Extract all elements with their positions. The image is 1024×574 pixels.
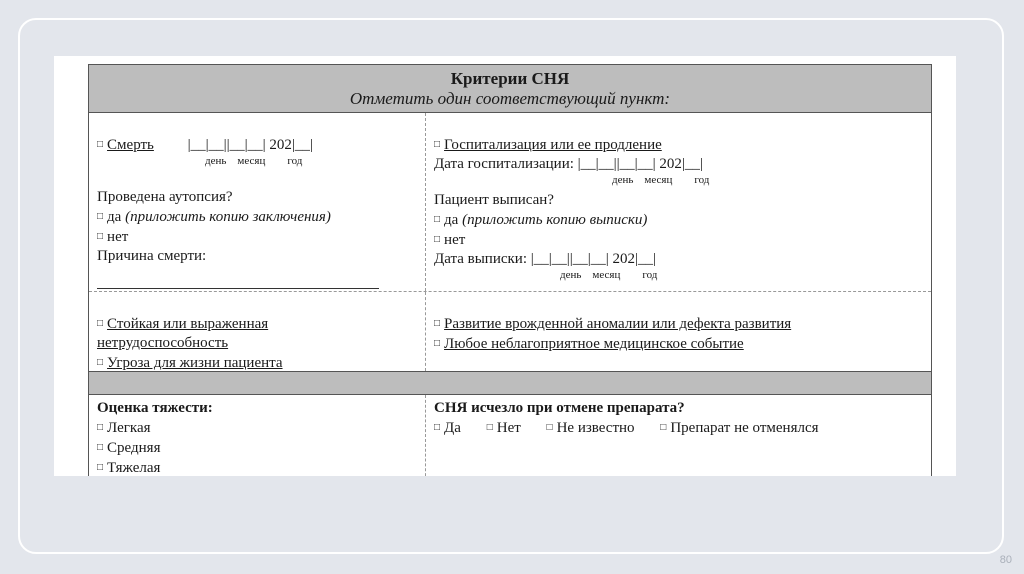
hospitalization-option: Госпитализация или ее продление: [444, 137, 662, 153]
checkbox-icon[interactable]: □: [97, 211, 104, 222]
dechallenge-cell: [426, 395, 931, 476]
dechallenge-not-withdrawn: Препарат не отменялся: [670, 420, 819, 436]
hospitalization-date-label: Дата госпитализации:: [434, 156, 574, 172]
discharged-yes: да: [444, 212, 459, 228]
criteria-row-2: [89, 292, 931, 371]
discharge-date-labels: день месяц год: [560, 269, 658, 281]
dechallenge-yes: Да: [444, 420, 461, 436]
disability-cell: [89, 292, 426, 371]
dechallenge-title: СНЯ исчезло при отмене препарата?: [434, 400, 685, 416]
severity-severe: Тяжелая: [107, 460, 161, 476]
checkbox-icon[interactable]: □: [486, 422, 493, 433]
anomaly-cell: [426, 292, 931, 371]
form-subtitle: Отметить один соответствующий пункт:: [349, 89, 671, 108]
checkbox-icon[interactable]: □: [97, 139, 104, 150]
dechallenge-no: Нет: [496, 420, 521, 436]
checkbox-icon[interactable]: □: [97, 422, 104, 433]
disability-option: Стойкая или выраженная: [107, 316, 269, 332]
hospitalization-date-field[interactable]: |__|__||__|__| 202|__|: [577, 156, 703, 172]
severity-title: Оценка тяжести:: [97, 400, 213, 416]
checkbox-icon[interactable]: □: [434, 318, 441, 329]
death-date-field[interactable]: |__|__||__|__| 202|__|: [187, 137, 313, 153]
discharge-date-field[interactable]: |__|__||__|__| 202|__|: [530, 251, 657, 267]
checkbox-icon[interactable]: □: [434, 214, 441, 225]
discharge-date-label: Дата выписки:: [434, 251, 528, 267]
checkbox-icon[interactable]: □: [97, 462, 104, 473]
death-date-labels: день месяц год: [205, 155, 303, 167]
cause-of-death-field[interactable]: [97, 276, 379, 289]
checkbox-icon[interactable]: □: [434, 422, 441, 433]
anomaly-option: Развитие врожденной аномалии или дефекта развития: [444, 316, 792, 332]
hospitalization-cell: [426, 113, 931, 291]
separator-band: [89, 371, 931, 395]
checkbox-icon[interactable]: □: [97, 357, 104, 368]
discharged-yes-note: (приложить копию выписки): [462, 212, 648, 228]
death-option: Смерть: [107, 137, 154, 153]
cause-of-death-label: Причина смерти:: [97, 248, 207, 264]
death-cell: [89, 113, 426, 291]
life-threat-option: Угроза для жизни пациента: [107, 355, 283, 371]
disability-option-cont: нетрудоспособность: [97, 335, 229, 351]
form-title: Критерии СНЯ: [450, 69, 570, 88]
hospitalization-date-labels: день месяц год: [612, 174, 710, 186]
checkbox-icon[interactable]: □: [97, 318, 104, 329]
autopsy-no: нет: [107, 229, 129, 245]
autopsy-yes-note: (приложить копию заключения): [125, 209, 331, 225]
checkbox-icon[interactable]: □: [97, 231, 104, 242]
discharged-question: Пациент выписан?: [434, 192, 554, 208]
checkbox-icon[interactable]: □: [434, 338, 441, 349]
checkbox-icon[interactable]: □: [97, 442, 104, 453]
discharged-no: нет: [444, 232, 466, 248]
severity-moderate: Средняя: [107, 440, 161, 456]
criteria-row-3: [89, 395, 931, 476]
form-header: [89, 65, 931, 113]
any-event-option: Любое неблагоприятное медицинское событие: [444, 336, 744, 352]
criteria-row-1: [89, 113, 931, 292]
document-image: [54, 56, 956, 476]
severity-mild: Легкая: [107, 420, 151, 436]
dechallenge-unknown: Не известно: [556, 420, 635, 436]
severity-cell: [89, 395, 426, 476]
checkbox-icon[interactable]: □: [660, 422, 667, 433]
page-number: 80: [999, 554, 1012, 566]
sae-criteria-form: [88, 64, 932, 476]
checkbox-icon[interactable]: □: [434, 139, 441, 150]
checkbox-icon[interactable]: □: [434, 234, 441, 245]
checkbox-icon[interactable]: □: [546, 422, 553, 433]
autopsy-yes: да: [107, 209, 122, 225]
autopsy-question: Проведена аутопсия?: [97, 189, 233, 205]
